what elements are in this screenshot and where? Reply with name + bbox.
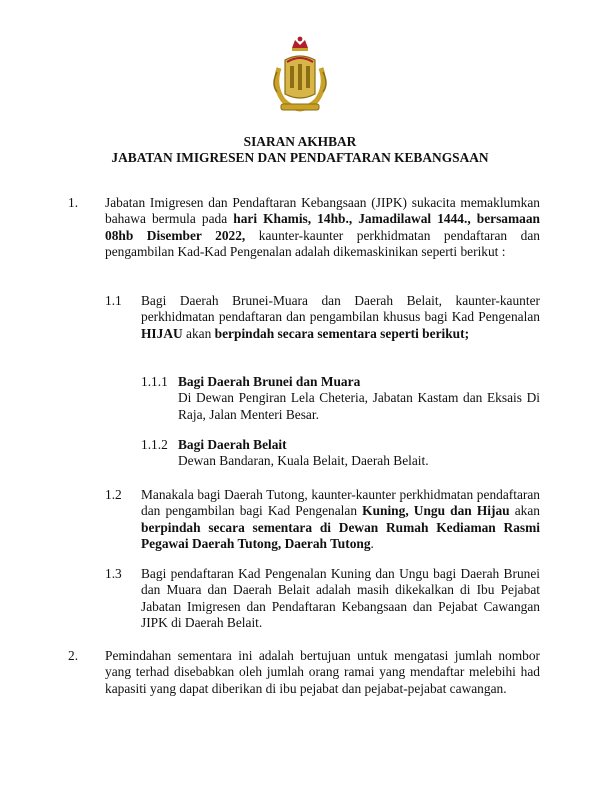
brunei-crest-icon <box>265 34 335 116</box>
para2-number: 2. <box>68 648 79 663</box>
item-1-1-2-number: 1.1.2 <box>141 437 168 452</box>
press-release-title: SIARAN AKHBAR <box>243 134 357 149</box>
item-1-1-1-text: Di Dewan Pengiran Lela Cheteria, Jabatan Kastam dan Eksais Di Raja, Jalan Menteri Besar. <box>178 390 540 422</box>
item-1-1-text: Bagi Daerah Brunei-Muara dan Daerah Belait, kaunter-kaunter perkhidmatan pendaftaran dan pengambilan khusus bagi Kad Pengenalan HIJAU akan berpindah secara sementara seperti berikut; <box>141 293 540 341</box>
department-title: JABATAN IMIGRESEN DAN PENDAFTARAN KEBANGSAAN <box>111 150 489 165</box>
item-1-1-2-heading: Bagi Daerah Belait <box>178 437 287 452</box>
para1-number: 1. <box>68 195 79 210</box>
item-1-3-number: 1.3 <box>105 566 122 581</box>
item-1-1-number: 1.1 <box>105 293 122 308</box>
item-1-1-2-block <box>178 437 540 470</box>
item-1-1-1-number: 1.1.1 <box>141 374 168 389</box>
para2-text: Pemindahan sementara ini adalah bertujuan untuk mengatasi jumlah nombor yang terhad disebabkan oleh jumlah orang ramai yang mendaftar melebihi had kapasiti yang dapat diberikan di ibu pejabat dan pejabat-pejabat cawangan. <box>105 648 540 696</box>
item-1-2-number: 1.2 <box>105 487 122 502</box>
item-1-1-1-block <box>178 374 540 423</box>
item-1-2-text: Manakala bagi Daerah Tutong, kaunter-kaunter perkhidmatan pendaftaran dan pengambilan bagi Kad Pengenalan Kuning, Ungu dan Hijau akan berpindah secara sementara di Dewan Rumah Kediaman Rasmi Pegawai Daerah Tutong, Daerah Tutong. <box>141 487 540 551</box>
para1-text: Jabatan Imigresen dan Pendaftaran Kebangsaan (JIPK) sukacita memaklumkan bahawa bermula pada hari Khamis, 14hb., Jamadilawal 1444., bersamaan 08hb Disember 2022, kaunter-kaunter perkhidmatan pendaftaran dan pengambilan Kad-Kad Pengenalan adalah dikemaskinikan seperti berikut : <box>105 195 540 259</box>
item-1-1-1-heading: Bagi Daerah Brunei dan Muara <box>178 374 361 389</box>
item-1-1-2-text: Dewan Bandaran, Kuala Belait, Daerah Belait. <box>178 453 429 469</box>
item-1-3-text: Bagi pendaftaran Kad Pengenalan Kuning dan Ungu bagi Daerah Brunei dan Muara dan Daerah Belait adalah masih dikekalkan di Ibu Pejabat Jabatan Imigresen dan Pendaftaran Kebangsaan dan Pejabat Cawangan JIPK di Daerah Belait. <box>141 566 540 630</box>
